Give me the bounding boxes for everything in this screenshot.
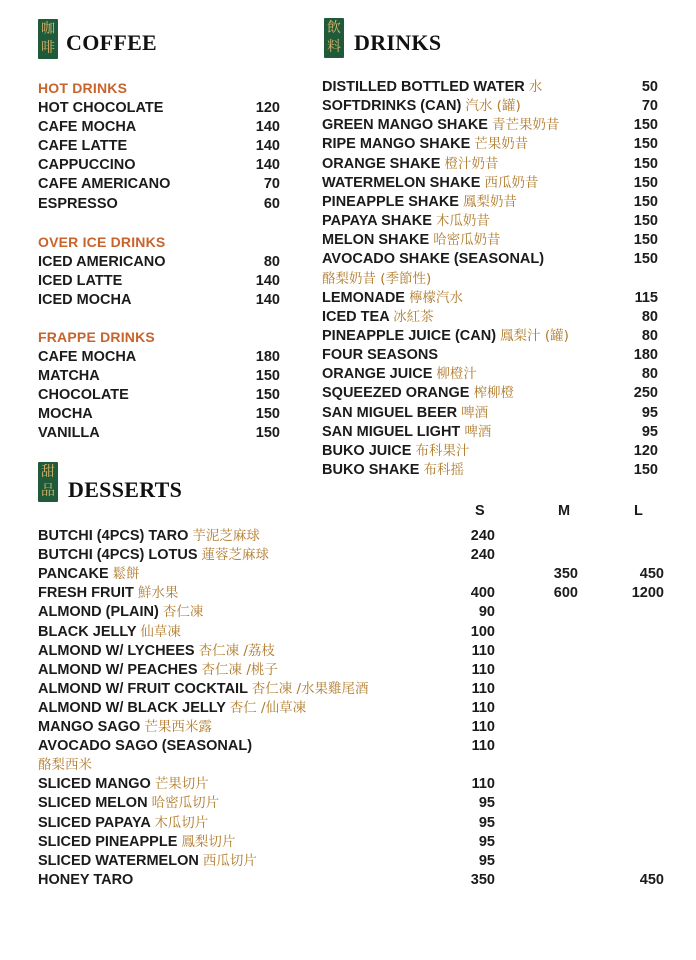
item-name: VANILLA (38, 425, 100, 442)
item-english: SLICED WATERMELON (38, 852, 199, 869)
menu-item (322, 135, 658, 154)
item-chinese: 布科摇 (423, 462, 465, 478)
price-s: 110 (471, 642, 495, 659)
menu-item (322, 78, 658, 97)
item-chinese: 芒果奶昔 (474, 136, 529, 153)
item-english: HONEY TARO (38, 871, 134, 888)
coffee-group-title: FRAPPE DRINKS (38, 329, 155, 345)
item-name (322, 461, 464, 480)
item-english: ALMOND W/ LYCHEES (38, 642, 195, 659)
item-chinese: 仙草凍 (140, 623, 181, 640)
item-price: 50 (641, 79, 658, 95)
item-price: 80 (641, 327, 658, 344)
item-english: BLACK JELLY (38, 623, 137, 640)
item-english: ALMOND W/ PEACHES (38, 661, 198, 678)
dessert-item (38, 603, 668, 622)
desserts-badge-char-1: 甜 (41, 464, 55, 480)
item-chinese: 木瓜切片 (154, 814, 209, 831)
menu-item (38, 175, 280, 194)
item-name (322, 270, 431, 289)
dessert-item (38, 852, 668, 871)
menu-item (322, 116, 658, 135)
item-english: SOFTDRINKS (CAN) (322, 98, 462, 115)
menu-item (322, 461, 658, 480)
menu-item (322, 442, 658, 461)
dessert-item (38, 546, 668, 565)
menu-item (38, 156, 280, 175)
item-english: ORANGE SHAKE (322, 155, 441, 172)
item-english: BUKO JUICE (322, 442, 412, 459)
price-l: 450 (639, 566, 664, 583)
item-name: CHOCOLATE (38, 387, 129, 404)
price-s: 100 (470, 623, 495, 640)
item-english: MANGO SAGO (38, 719, 141, 735)
price-s: 110 (471, 661, 495, 678)
menu-item (38, 367, 280, 386)
item-name (38, 623, 181, 642)
dessert-item (38, 833, 668, 852)
price-s: 110 (471, 680, 495, 697)
desserts-title: DESSERTS (68, 477, 183, 502)
menu-item (322, 384, 658, 403)
item-price: 140 (255, 157, 280, 174)
item-chinese: 水 (528, 79, 543, 95)
item-price: 70 (641, 98, 658, 115)
dessert-item (38, 794, 668, 813)
dessert-item (38, 814, 668, 833)
price-s: 110 (471, 776, 495, 793)
item-chinese: 西瓜切片 (202, 852, 257, 869)
item-price: 150 (255, 406, 280, 423)
item-name (322, 384, 514, 403)
item-price: 140 (255, 119, 280, 136)
item-name (322, 423, 491, 442)
menu-item (322, 270, 658, 289)
item-chinese: 冰紅茶 (393, 308, 434, 325)
item-name (38, 680, 369, 699)
item-name (322, 97, 521, 116)
menu-item (38, 99, 280, 118)
item-english: SAN MIGUEL LIGHT (322, 423, 461, 440)
item-name (322, 193, 517, 212)
price-s: 400 (470, 585, 495, 602)
item-english: AVOCADO SAGO (SEASONAL) (38, 738, 253, 755)
desserts-badge (38, 462, 58, 502)
item-name: MOCHA (38, 406, 93, 423)
item-price: 95 (641, 404, 658, 421)
item-name: CAFE LATTE (38, 138, 128, 155)
menu-item (38, 386, 280, 405)
item-name (322, 442, 469, 461)
dessert-item (38, 680, 668, 699)
item-chinese: 青芒果奶昔 (492, 117, 560, 134)
item-chinese: 哈密瓜奶昔 (433, 232, 501, 249)
item-name: CAPPUCCINO (38, 157, 136, 174)
item-english: GREEN MANGO SHAKE (322, 117, 488, 134)
item-name (322, 174, 538, 193)
item-chinese: 蓮蓉芝麻球 (201, 547, 270, 564)
item-name (38, 603, 203, 622)
item-price: 150 (633, 193, 658, 210)
dessert-item (38, 871, 668, 890)
coffee-group-title: OVER ICE DRINKS (38, 234, 166, 250)
item-chinese: 芒果西米露 (144, 719, 212, 735)
dessert-item (38, 584, 668, 603)
item-price: 180 (633, 347, 658, 364)
item-english: BUKO SHAKE (322, 462, 420, 478)
item-name: CAFE AMERICANO (38, 176, 171, 193)
dessert-item (38, 565, 668, 584)
item-chinese: 柳橙汁 (436, 366, 477, 383)
item-english: BUTCHI (4PCS) LOTUS (38, 547, 198, 564)
item-chinese: 啤酒 (461, 404, 489, 421)
item-name: ICED MOCHA (38, 292, 132, 309)
item-chinese: 杏仁凍 /桃子 (201, 661, 278, 678)
menu-item (38, 348, 280, 367)
drinks-badge-char-2: 料 (327, 39, 341, 55)
item-name (322, 155, 498, 174)
dessert-item (38, 756, 668, 775)
item-chinese: 橙汁奶昔 (444, 155, 499, 172)
item-name (322, 346, 438, 365)
item-english: DISTILLED BOTTLED WATER (322, 79, 525, 95)
menu-item (322, 423, 658, 442)
item-chinese: 榨柳橙 (473, 385, 514, 402)
item-name: CAFE MOCHA (38, 119, 137, 136)
item-price: 70 (263, 176, 280, 193)
price-s: 240 (470, 547, 495, 564)
item-name: ESPRESSO (38, 195, 118, 212)
price-s: 95 (478, 833, 495, 850)
price-s: 110 (471, 699, 495, 716)
price-l: 1200 (631, 585, 664, 602)
menu-item (322, 212, 658, 231)
item-name (38, 756, 92, 775)
drinks-badge (324, 18, 344, 58)
menu-item (38, 137, 280, 156)
price-s: 110 (471, 719, 495, 735)
item-price: 80 (263, 254, 280, 270)
price-s: 90 (478, 604, 495, 621)
item-name (38, 871, 133, 890)
item-english: WATERMELON SHAKE (322, 174, 481, 191)
item-price: 150 (255, 387, 280, 404)
item-name: MATCHA (38, 368, 100, 385)
item-name (38, 814, 208, 833)
price-s: 110 (471, 738, 495, 755)
item-price: 140 (255, 273, 280, 290)
item-name (38, 737, 252, 756)
item-chinese: 鳳梨奶昔 (463, 193, 518, 210)
size-header-m: M (558, 503, 571, 519)
item-english: FRESH FRUIT (38, 585, 134, 602)
item-english: SLICED MANGO (38, 776, 151, 793)
item-price: 150 (255, 368, 280, 385)
item-price: 150 (633, 462, 658, 478)
menu-item (322, 289, 658, 308)
item-chinese: 啤酒 (464, 423, 492, 440)
item-name (322, 116, 560, 135)
item-chinese: 杏仁凍 (162, 604, 204, 621)
menu-item (38, 424, 280, 443)
item-english: ALMOND W/ BLACK JELLY (38, 699, 226, 716)
menu-item (38, 291, 280, 310)
size-header-s: S (475, 503, 485, 519)
price-s: 350 (470, 871, 495, 888)
item-english: PAPAYA SHAKE (322, 213, 432, 229)
item-name: HOT CHOCOLATE (38, 100, 164, 116)
item-chinese: 杏仁凍 /水果雞尾酒 (251, 680, 369, 697)
item-chinese: 哈密瓜切片 (151, 795, 220, 812)
item-name: CAFE MOCHA (38, 349, 137, 365)
item-english: ORANGE JUICE (322, 366, 433, 383)
menu-item (322, 97, 658, 116)
menu-item (322, 250, 658, 269)
item-name (38, 642, 275, 661)
item-chinese: 酪梨西米 (38, 757, 92, 774)
item-name (38, 794, 219, 813)
item-price: 150 (255, 425, 280, 442)
item-price: 150 (633, 155, 658, 172)
menu-item (322, 155, 658, 174)
coffee-badge-char-1: 咖 (41, 21, 55, 37)
coffee-badge-char-2: 啡 (41, 40, 55, 56)
item-chinese: 芒果切片 (154, 776, 209, 793)
item-name (322, 308, 434, 327)
menu-item (322, 404, 658, 423)
item-english: PINEAPPLE JUICE (CAN) (322, 327, 497, 344)
item-name (322, 404, 488, 423)
item-chinese: 布科果汁 (415, 442, 470, 459)
item-price: 120 (633, 442, 658, 459)
item-name (38, 699, 306, 718)
item-price: 180 (255, 349, 280, 365)
menu-item (322, 193, 658, 212)
item-english: SLICED PAPAYA (38, 814, 151, 831)
menu-item (322, 174, 658, 193)
item-chinese: 芋泥芝麻球 (192, 528, 260, 544)
item-english: PINEAPPLE SHAKE (322, 193, 459, 210)
price-s: 240 (470, 528, 495, 544)
menu-item (322, 308, 658, 327)
item-price: 140 (255, 138, 280, 155)
dessert-item (38, 642, 668, 661)
dessert-item (38, 527, 668, 546)
item-chinese: 鬆餅 (112, 566, 140, 583)
item-chinese: 杏仁凍 /荔枝 (198, 642, 275, 659)
item-price: 150 (633, 213, 658, 229)
item-name (38, 852, 257, 871)
item-price: 150 (633, 136, 658, 153)
item-price: 80 (641, 366, 658, 383)
item-name (38, 661, 278, 680)
item-price: 150 (633, 232, 658, 249)
menu-item (38, 195, 280, 214)
item-name (38, 565, 140, 584)
item-price: 60 (263, 195, 280, 212)
menu-item (322, 231, 658, 250)
item-price: 250 (633, 385, 658, 402)
item-price: 150 (633, 251, 658, 268)
item-english: ALMOND (PLAIN) (38, 604, 159, 621)
menu-item (322, 327, 658, 346)
dessert-item (38, 699, 668, 718)
price-m: 350 (553, 566, 578, 583)
dessert-item (38, 737, 668, 756)
item-name (38, 718, 212, 737)
item-english: ALMOND W/ FRUIT COCKTAIL (38, 680, 248, 697)
dessert-item (38, 661, 668, 680)
item-name (322, 327, 569, 346)
item-name (38, 527, 260, 546)
desserts-badge-char-2: 品 (41, 483, 55, 499)
item-english: FOUR SEASONS (322, 347, 439, 364)
item-chinese: 酪梨奶昔 (季節性) (322, 270, 432, 287)
menu-item (38, 272, 280, 291)
item-name (322, 250, 544, 269)
item-name: ICED LATTE (38, 273, 123, 290)
item-price: 95 (641, 423, 658, 440)
item-name (322, 231, 501, 250)
item-chinese: 西瓜奶昔 (484, 174, 539, 191)
item-chinese: 木瓜奶昔 (435, 213, 490, 229)
item-chinese: 汽水 (罐) (465, 98, 521, 115)
item-chinese: 鳳梨汁 (罐) (500, 327, 569, 344)
item-english: SQUEEZED ORANGE (322, 385, 470, 402)
menu-item (322, 365, 658, 384)
item-name: ICED AMERICANO (38, 254, 166, 270)
item-price: 150 (633, 117, 658, 134)
price-s: 95 (478, 852, 495, 869)
item-chinese: 鮮水果 (137, 585, 179, 602)
item-english: SLICED PINEAPPLE (38, 833, 178, 850)
menu-item (38, 118, 280, 137)
item-name (322, 78, 542, 97)
item-name (322, 135, 528, 154)
coffee-title: COFFEE (66, 30, 158, 55)
price-s: 95 (478, 814, 495, 831)
item-name (38, 775, 209, 794)
item-name (38, 833, 235, 852)
menu-item (322, 346, 658, 365)
item-name (38, 546, 269, 565)
item-english: ICED TEA (322, 308, 390, 325)
item-english: PANCAKE (38, 566, 109, 583)
item-english: SAN MIGUEL BEER (322, 404, 458, 421)
item-name (38, 584, 178, 603)
size-header-l: L (634, 503, 643, 519)
price-m: 600 (553, 585, 578, 602)
item-english: LEMONADE (322, 289, 405, 306)
item-chinese: 檸檬汽水 (409, 289, 464, 306)
menu-item (38, 405, 280, 424)
item-english: MELON SHAKE (322, 232, 430, 249)
item-english: AVOCADO SHAKE (SEASONAL) (322, 251, 545, 268)
dessert-item (38, 623, 668, 642)
item-english: BUTCHI (4PCS) TARO (38, 528, 189, 544)
item-price: 80 (641, 308, 658, 325)
item-name (322, 212, 490, 231)
coffee-badge (38, 19, 58, 59)
item-price: 150 (633, 174, 658, 191)
drinks-title: DRINKS (354, 30, 442, 55)
dessert-item (38, 775, 668, 794)
dessert-item (38, 718, 668, 737)
drinks-badge-char-1: 飲 (327, 20, 341, 36)
menu-item (38, 253, 280, 272)
item-name (322, 289, 463, 308)
coffee-group-title: HOT DRINKS (38, 80, 128, 96)
item-price: 120 (255, 100, 280, 116)
item-english: SLICED MELON (38, 795, 148, 812)
item-english: RIPE MANGO SHAKE (322, 136, 471, 153)
item-price: 115 (634, 289, 658, 306)
price-l: 450 (639, 871, 664, 888)
price-s: 95 (478, 795, 495, 812)
item-chinese: 鳳梨切片 (181, 833, 236, 850)
item-chinese: 杏仁 /仙草凍 (229, 699, 307, 716)
item-name (322, 365, 477, 384)
item-price: 140 (255, 292, 280, 309)
